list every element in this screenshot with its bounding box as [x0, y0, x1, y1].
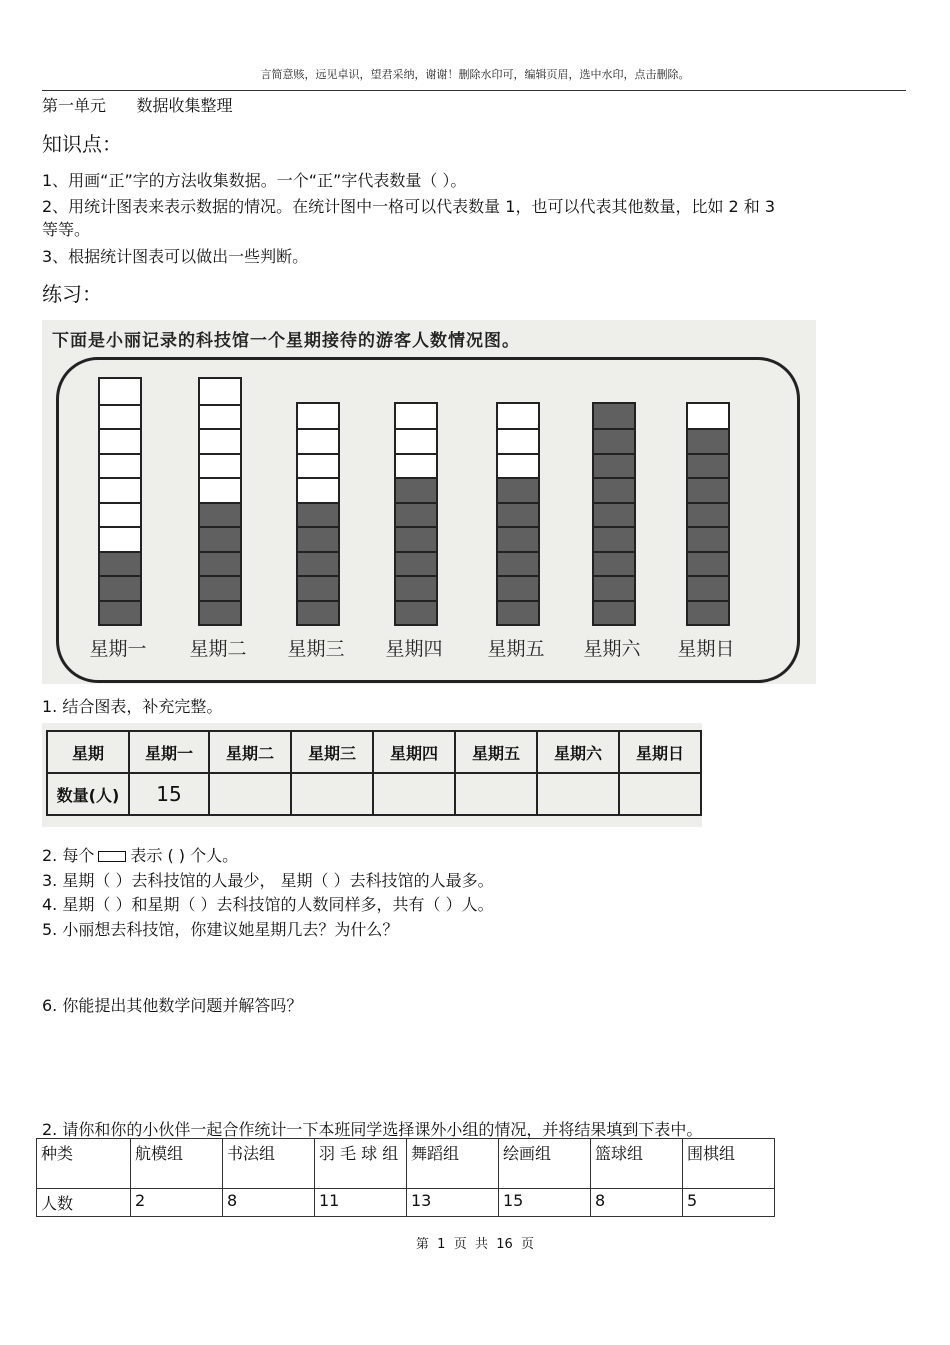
bar-cell	[298, 526, 338, 551]
table-cell: 11	[315, 1189, 407, 1217]
bar-cell	[498, 600, 538, 625]
practice-heading: 练习：	[42, 282, 102, 306]
bar-cell	[688, 600, 728, 625]
bar-cell	[594, 428, 634, 453]
knowledge-point-2: 2、用统计图表来表示数据的情况。在统计图中一格可以代表数量 1，也可以代表其他数量，比如 2 和 3	[42, 197, 776, 216]
bar-cell	[298, 600, 338, 625]
bar-cell	[688, 428, 728, 453]
bar-cell	[100, 526, 140, 551]
bar-cell	[498, 453, 538, 478]
table-header-cell: 星期一	[129, 731, 209, 773]
bar-cell	[396, 575, 436, 600]
knowledge-heading: 知识点：	[42, 132, 122, 156]
bar-cell	[594, 477, 634, 502]
bar-cell	[100, 575, 140, 600]
table-cell[interactable]	[619, 773, 701, 815]
table-header-cell: 星期二	[209, 731, 291, 773]
table-cell[interactable]	[291, 773, 373, 815]
bar-cell	[298, 453, 338, 478]
bar-column-6	[592, 402, 636, 627]
bar-cell	[100, 379, 140, 404]
bar-column-2	[198, 377, 242, 626]
table-header-cell: 篮球组	[591, 1139, 683, 1189]
weekday-table	[46, 730, 702, 816]
bar-cell	[688, 404, 728, 429]
question-2-text-tail: 表示 ( ) 个人。	[130, 846, 239, 865]
bar-cell	[200, 428, 240, 453]
bar-cell	[100, 600, 140, 625]
bar-cell	[594, 526, 634, 551]
bar-cell	[396, 600, 436, 625]
day-label: 星期三	[287, 638, 345, 660]
knowledge-point-3: 3、根据统计图表可以做出一些判断。	[42, 247, 309, 266]
table-header-cell: 星期日	[619, 731, 701, 773]
bar-cell	[498, 575, 538, 600]
header-divider	[42, 90, 906, 91]
bar-cell	[100, 477, 140, 502]
bar-cell	[200, 551, 240, 576]
table-header-cell: 舞蹈组	[407, 1139, 499, 1189]
question-1: 1. 结合图表，补充完整。	[42, 697, 223, 716]
bar-cell	[200, 404, 240, 429]
table-header-cell: 星期四	[373, 731, 455, 773]
bar-cell	[298, 502, 338, 527]
bar-cell	[688, 575, 728, 600]
table-header-cell: 星期三	[291, 731, 373, 773]
table-cell: 8	[591, 1189, 683, 1217]
bar-cell	[396, 453, 436, 478]
page-footer: 第 1 页 共 16 页	[415, 1237, 535, 1252]
knowledge-point-2-cont: 等等。	[42, 220, 91, 239]
bar-cell	[298, 404, 338, 429]
bar-cell	[688, 551, 728, 576]
bar-column-5	[496, 402, 540, 627]
bar-cell	[200, 453, 240, 478]
bar-column-3	[296, 402, 340, 627]
table-header-cell: 羽 毛 球 组	[315, 1139, 407, 1189]
table-row	[37, 1139, 775, 1189]
bar-cell	[100, 404, 140, 429]
bar-cell	[688, 453, 728, 478]
table-cell: 5	[683, 1189, 775, 1217]
table-row-label: 数量(人)	[47, 773, 129, 815]
bar-cell	[594, 575, 634, 600]
table-cell: 13	[407, 1189, 499, 1217]
bar-cell	[100, 428, 140, 453]
bar-cell	[298, 575, 338, 600]
bar-cell	[688, 477, 728, 502]
day-label: 星期日	[677, 638, 735, 660]
group-table	[36, 1138, 775, 1217]
question-6: 6. 你能提出其他数学问题并解答吗？	[42, 996, 303, 1015]
bar-cell	[396, 428, 436, 453]
table-cell[interactable]	[209, 773, 291, 815]
bar-cell	[200, 477, 240, 502]
bar-cell	[200, 575, 240, 600]
bar-cell	[298, 428, 338, 453]
bar-cell	[498, 428, 538, 453]
chart-title: 下面是小丽记录的科技馆一个星期接待的游客人数情况图。	[52, 331, 520, 351]
bar-cell	[594, 404, 634, 429]
knowledge-point-1: 1、用画“正”字的方法收集数据。一个“正”字代表数量（ ）。	[42, 171, 467, 190]
bar-cell	[688, 526, 728, 551]
bar-cell	[498, 477, 538, 502]
table-header-cell: 航模组	[131, 1139, 223, 1189]
bar-cell	[200, 379, 240, 404]
day-label: 星期六	[583, 638, 641, 660]
bar-cell	[200, 502, 240, 527]
table-header-cell: 星期五	[455, 731, 537, 773]
cell-rectangle-icon	[98, 851, 126, 862]
bar-cell	[100, 551, 140, 576]
bar-cell	[498, 551, 538, 576]
table-row	[37, 1189, 775, 1217]
question-2-text: 2. 每个	[42, 846, 95, 865]
day-label: 星期四	[385, 638, 443, 660]
bar-cell	[498, 502, 538, 527]
table-header-cell: 种类	[37, 1139, 131, 1189]
bar-cell	[594, 600, 634, 625]
bar-cell	[396, 502, 436, 527]
watermark-note: 言简意赅，远见卓识，望君采纳，谢谢！删除水印可，编辑页眉，选中水印，点击删除。	[260, 68, 690, 81]
table-cell: 15	[129, 773, 209, 815]
table-header-cell: 书法组	[223, 1139, 315, 1189]
unit-title: 第一单元 数据收集整理	[42, 96, 233, 115]
bar-cell	[498, 526, 538, 551]
bar-cell	[200, 526, 240, 551]
table-header-cell: 围棋组	[683, 1139, 775, 1189]
bar-cell	[100, 502, 140, 527]
table-cell: 2	[131, 1189, 223, 1217]
bar-column-4	[394, 402, 438, 627]
question-5: 5. 小丽想去科技馆，你建议她星期几去？为什么？	[42, 920, 399, 939]
bar-cell	[298, 551, 338, 576]
bar-cell	[396, 526, 436, 551]
table-cell: 8	[223, 1189, 315, 1217]
table-header-cell: 绘画组	[499, 1139, 591, 1189]
bar-cell	[688, 502, 728, 527]
table-header-cell: 星期六	[537, 731, 619, 773]
bar-cell	[594, 502, 634, 527]
bar-column-7	[686, 402, 730, 627]
table-row	[47, 773, 701, 815]
day-label: 星期一	[89, 638, 147, 660]
bar-cell	[396, 404, 436, 429]
table-header-cell: 星期	[47, 731, 129, 773]
bar-cell	[498, 404, 538, 429]
table-cell[interactable]	[455, 773, 537, 815]
day-label: 星期二	[189, 638, 247, 660]
task-2: 2. 请你和你的小伙伴一起合作统计一下本班同学选择课外小组的情况，并将结果填到下表中。	[42, 1120, 703, 1139]
table-cell[interactable]	[537, 773, 619, 815]
bar-column-1	[98, 377, 142, 626]
table-row-label: 人数	[37, 1189, 131, 1217]
bar-cell	[200, 600, 240, 625]
bar-cell	[594, 453, 634, 478]
question-3: 3. 星期（ ）去科技馆的人最少， 星期（ ）去科技馆的人最多。	[42, 871, 494, 890]
day-label: 星期五	[487, 638, 545, 660]
question-4: 4. 星期（ ）和星期（ ）去科技馆的人数同样多，共有（ ）人。	[42, 895, 494, 914]
question-2	[42, 843, 238, 866]
bar-cell	[396, 477, 436, 502]
bar-cell	[100, 453, 140, 478]
bar-cell	[594, 551, 634, 576]
bar-cell	[396, 551, 436, 576]
bar-cell	[298, 477, 338, 502]
table-cell: 15	[499, 1189, 591, 1217]
table-cell[interactable]	[373, 773, 455, 815]
table-row	[47, 731, 701, 773]
